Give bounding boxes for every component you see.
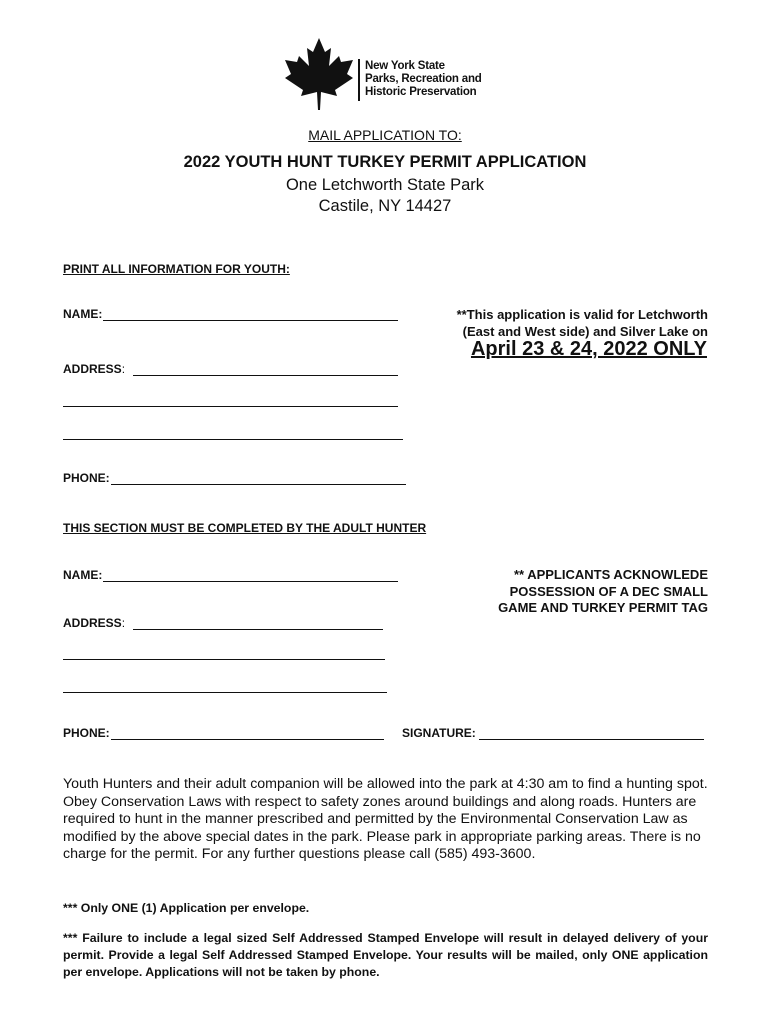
- adult-address-field-1[interactable]: [133, 629, 383, 630]
- adult-address-field-3[interactable]: [63, 692, 387, 693]
- instructions-paragraph: Youth Hunters and their adult companion will be allowed into the park at 4:30 am to find a hunting spot. Obey Conservation Laws with respect to safety zones around buildings and along roads. Hunters are required to hunt in the manner prescribed and permitted by the Environmental Conservation Law as modified by the above special dates in the park. Please park in appropriate parking areas. There is no charge for the permit. For any further questions please call (585) 493-3600.: [63, 776, 708, 863]
- logo-line-1: New York State: [365, 60, 445, 72]
- youth-address-label-text: ADDRESS: [63, 362, 122, 376]
- valid-dates: April 23 & 24, 2022 ONLY: [470, 338, 707, 360]
- acknowledgement-note: [498, 567, 708, 617]
- youth-name-label: NAME:: [63, 307, 103, 321]
- youth-address-field-3[interactable]: [63, 439, 403, 440]
- adult-address-label-text: ADDRESS: [63, 616, 122, 630]
- validity-line-1: **This application is valid for Letchworth: [456, 307, 708, 322]
- youth-name-field[interactable]: [103, 320, 398, 321]
- youth-address-colon: :: [121, 362, 126, 376]
- maple-leaf-icon: [281, 36, 357, 110]
- logo-line-3: Historic Preservation: [365, 86, 477, 98]
- youth-phone-label: PHONE:: [63, 471, 110, 485]
- youth-phone-field[interactable]: [111, 484, 406, 485]
- adult-address-colon: :: [121, 616, 126, 630]
- mail-to-heading: MAIL APPLICATION TO:: [308, 127, 462, 143]
- adult-section-heading: THIS SECTION MUST BE COMPLETED BY THE ADULT HUNTER: [63, 521, 427, 535]
- youth-address-field-1[interactable]: [133, 375, 398, 376]
- agency-logo-text: [365, 60, 482, 99]
- mailing-address-line-2: Castile, NY 14427: [318, 197, 452, 215]
- adult-address-field-2[interactable]: [63, 659, 385, 660]
- adult-address-label: [63, 616, 125, 630]
- acknowledgement-line-1: ** APPLICANTS ACKNOWLEDE: [513, 567, 708, 582]
- signature-field[interactable]: [479, 739, 704, 740]
- mailing-address-line-1: One Letchworth State Park: [285, 176, 485, 194]
- adult-phone-label: PHONE:: [63, 726, 110, 740]
- validity-line-2: (East and West side) and Silver Lake on: [462, 324, 708, 339]
- adult-name-field[interactable]: [103, 581, 398, 582]
- adult-name-label: NAME:: [63, 568, 103, 582]
- logo-divider: [358, 59, 360, 101]
- youth-address-field-2[interactable]: [63, 406, 398, 407]
- envelope-note: *** Only ONE (1) Application per envelope.: [63, 901, 310, 915]
- signature-label: SIGNATURE:: [402, 726, 476, 740]
- youth-address-label: [63, 362, 125, 376]
- acknowledgement-line-3: GAME AND TURKEY PERMIT TAG: [498, 600, 708, 615]
- logo-line-2: Parks, Recreation and: [365, 73, 482, 85]
- page-title: 2022 YOUTH HUNT TURKEY PERMIT APPLICATION: [183, 153, 587, 171]
- validity-note: [457, 306, 708, 340]
- sase-note: *** Failure to include a legal sized Self Addressed Stamped Envelope will result in delayed delivery of your permit. Provide a legal Self Addressed Stamped Envelope. Your results will be mailed, only ONE application per envelope. Applications will not be taken by phone.: [63, 931, 708, 979]
- adult-phone-field[interactable]: [111, 739, 384, 740]
- acknowledgement-line-2: POSSESSION OF A DEC SMALL: [509, 583, 708, 599]
- youth-section-heading: PRINT ALL INFORMATION FOR YOUTH:: [63, 262, 290, 276]
